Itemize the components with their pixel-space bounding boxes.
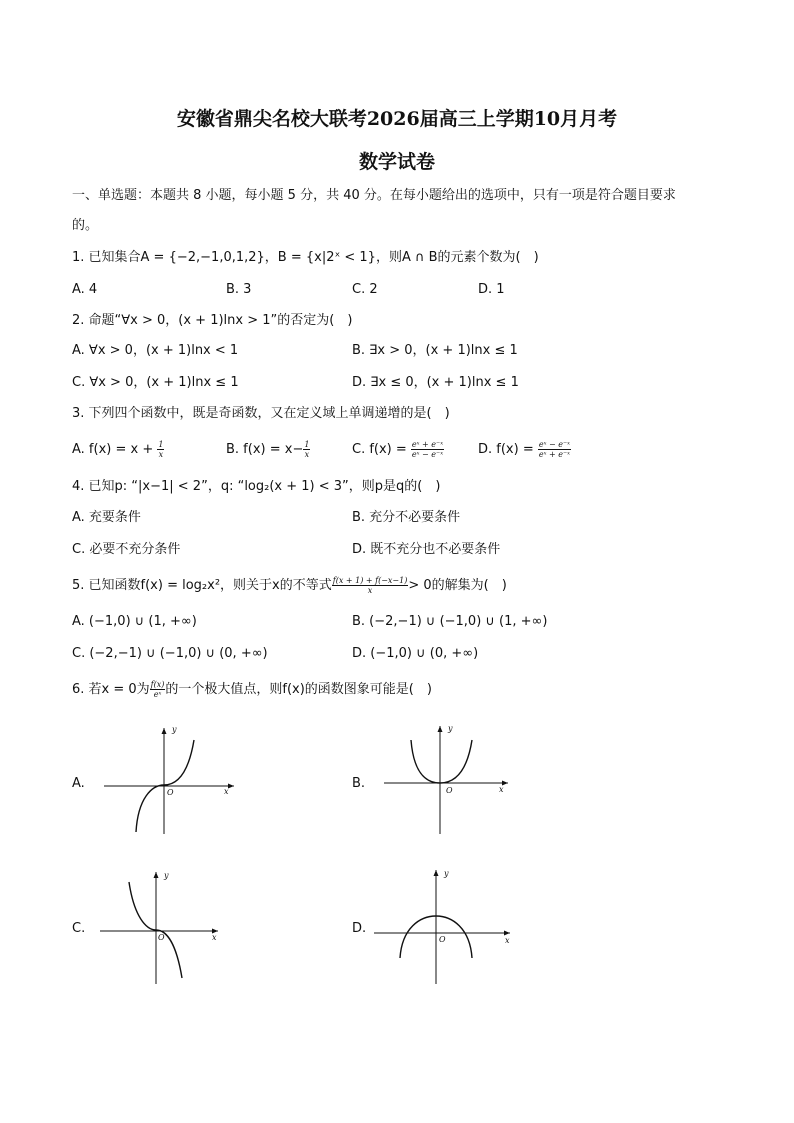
question-6-fraction bbox=[150, 680, 166, 699]
fraction-denominator: x bbox=[304, 450, 310, 459]
question-1-option-b: B. 3 bbox=[226, 282, 252, 297]
origin-label: O bbox=[167, 788, 174, 797]
question-4-option-b: B. 充分不必要条件 bbox=[352, 510, 461, 525]
graph-d bbox=[372, 866, 517, 986]
question-3-option-d-text: D. f(x) = bbox=[478, 442, 538, 457]
question-3-option-c bbox=[352, 440, 444, 459]
x-axis-label: x bbox=[505, 936, 510, 945]
y-axis-label: y bbox=[444, 869, 449, 878]
graph-b bbox=[376, 722, 516, 837]
question-6-option-a: A. bbox=[72, 776, 85, 791]
origin-label: O bbox=[446, 786, 453, 795]
question-1-option-c: C. 2 bbox=[352, 282, 378, 297]
question-3-option-b bbox=[226, 440, 310, 459]
question-2-option-b: B. ∃x > 0，(x + 1)lnx ≤ 1 bbox=[352, 343, 518, 358]
question-5-stem-end: > 0的解集为( ) bbox=[408, 578, 507, 593]
question-2-option-c: C. ∀x > 0，(x + 1)lnx ≤ 1 bbox=[72, 375, 239, 390]
x-axis-arrow bbox=[228, 784, 234, 789]
y-axis-arrow bbox=[154, 872, 159, 878]
graph-a bbox=[100, 722, 240, 837]
question-5-stem-start: 5. 已知函数f(x) = log₂x²，则关于x的不等式 bbox=[72, 578, 332, 593]
question-3-option-b-text: B. f(x) = x− bbox=[226, 442, 304, 457]
x-axis-label: x bbox=[499, 785, 504, 794]
question-2-option-a: A. ∀x > 0，(x + 1)lnx < 1 bbox=[72, 343, 239, 358]
fraction-numerator: 1 bbox=[158, 440, 164, 449]
question-5-option-c: C. (−2,−1) ∪ (−1,0) ∪ (0, +∞) bbox=[72, 646, 268, 661]
question-3-option-c-text: C. f(x) = bbox=[352, 442, 411, 457]
exam-subtitle: 数学试卷 bbox=[358, 151, 435, 173]
section-instructions-cont: 的。 bbox=[72, 218, 99, 233]
question-3-option-a-text: A. f(x) = x + bbox=[72, 442, 158, 457]
fraction-numerator: f(x + 1) + f(−x−1) bbox=[332, 576, 408, 585]
fraction-denominator: eˣ + e⁻ˣ bbox=[538, 450, 571, 459]
y-axis-arrow bbox=[434, 870, 439, 876]
question-3-option-d-fraction bbox=[538, 440, 571, 459]
question-6-stem bbox=[72, 680, 432, 699]
fraction-denominator: eˣ − e⁻ˣ bbox=[411, 450, 444, 459]
question-2-option-d: D. ∃x ≤ 0，(x + 1)lnx ≤ 1 bbox=[352, 375, 519, 390]
y-axis-arrow bbox=[438, 726, 443, 732]
question-3-option-a bbox=[72, 440, 164, 459]
question-1-option-d: D. 1 bbox=[478, 282, 505, 297]
question-4-option-a: A. 充要条件 bbox=[72, 510, 141, 525]
question-1-stem: 1. 已知集合A = {−2,−1,0,1,2}，B = {x|2ˣ < 1}，则A ∩ B的元素个数为( ) bbox=[72, 250, 539, 265]
origin-label: O bbox=[158, 933, 165, 942]
question-4-option-c: C. 必要不充分条件 bbox=[72, 542, 181, 557]
question-6-option-d: D. bbox=[352, 921, 367, 936]
y-axis-label: y bbox=[172, 725, 177, 734]
exam-title: 安徽省鼎尖名校大联考2026届高三上学期10月月考 bbox=[176, 108, 618, 130]
question-3-option-a-fraction bbox=[157, 440, 164, 459]
question-5-option-a: A. (−1,0) ∪ (1, +∞) bbox=[72, 614, 197, 629]
x-axis-label: x bbox=[212, 933, 217, 942]
question-5-option-b: B. (−2,−1) ∪ (−1,0) ∪ (1, +∞) bbox=[352, 614, 548, 629]
curve-b bbox=[411, 740, 472, 783]
question-2-stem: 2. 命题“∀x > 0，(x + 1)lnx > 1”的否定为( ) bbox=[72, 313, 353, 328]
question-5-fraction bbox=[332, 576, 409, 595]
y-axis-arrow bbox=[162, 728, 167, 734]
question-5-stem bbox=[72, 576, 507, 595]
question-6-option-b: B. bbox=[352, 776, 366, 791]
question-6-stem-end: 的一个极大值点，则f(x)的函数图象可能是( ) bbox=[165, 682, 432, 697]
fraction-numerator: f(x) bbox=[150, 680, 165, 689]
question-3-option-c-fraction bbox=[411, 440, 444, 459]
fraction-denominator: x bbox=[158, 450, 164, 459]
fraction-numerator: eˣ + e⁻ˣ bbox=[411, 440, 444, 449]
fraction-denominator: x bbox=[367, 586, 373, 595]
x-axis-arrow bbox=[504, 931, 510, 936]
graph-c bbox=[94, 866, 234, 986]
question-5-option-d: D. (−1,0) ∪ (0, +∞) bbox=[352, 646, 479, 661]
question-3-option-d bbox=[478, 440, 571, 459]
question-4-option-d: D. 既不充分也不必要条件 bbox=[352, 542, 501, 557]
x-axis-label: x bbox=[224, 787, 229, 796]
section-instructions: 一、单选题：本题共 8 小题，每小题 5 分，共 40 分。在每小题给出的选项中，只有一项是符合题目要求 bbox=[72, 188, 676, 203]
question-6-option-c: C. bbox=[72, 921, 86, 936]
fraction-denominator: eˣ bbox=[153, 690, 162, 699]
origin-label: O bbox=[439, 935, 446, 944]
question-4-stem: 4. 已知p: “|x−1| < 2”，q: “log₂(x + 1) < 3”，则p是q的( ) bbox=[72, 479, 441, 494]
question-3-stem: 3. 下列四个函数中，既是奇函数，又在定义域上单调递增的是( ) bbox=[72, 406, 450, 421]
question-3-option-b-fraction bbox=[303, 440, 310, 459]
y-axis-label: y bbox=[164, 871, 169, 880]
fraction-numerator: eˣ − e⁻ˣ bbox=[538, 440, 571, 449]
y-axis-label: y bbox=[448, 724, 453, 733]
question-6-stem-start: 6. 若x = 0为 bbox=[72, 682, 150, 697]
question-1-option-a: A. 4 bbox=[72, 282, 98, 297]
fraction-numerator: 1 bbox=[304, 440, 310, 449]
